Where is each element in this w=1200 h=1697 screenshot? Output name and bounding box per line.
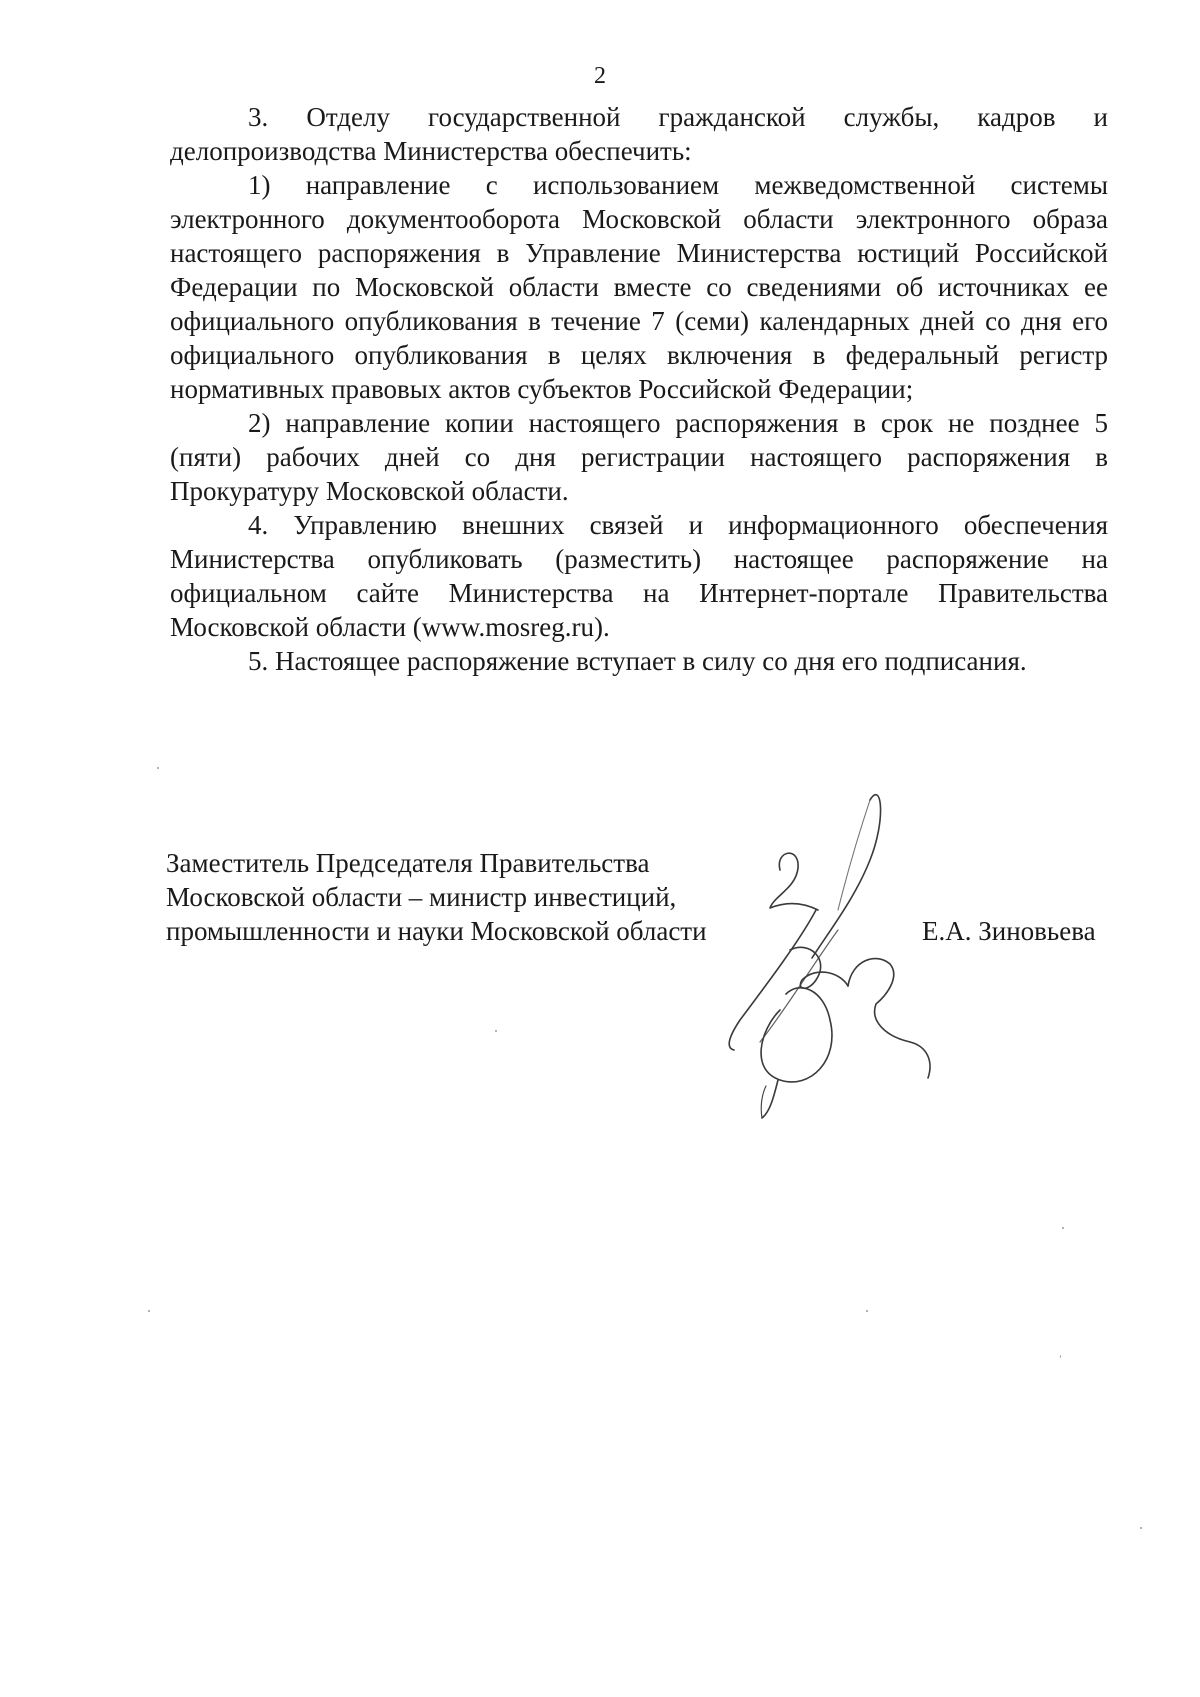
- signatory-position-line: Заместитель Председателя Правительства: [166, 848, 650, 878]
- paragraph-3-2: 2) направление копии настоящего распоряжения в срок не позднее 5 (пяти) рабочих дней со дня регистрации настоящего распоряжения в Прокуратуру Московской области.: [170, 408, 1108, 506]
- paragraph-3: 3. Отделу государственной гражданской службы, кадров и делопроизводства Министерства обеспечить:: [170, 102, 1108, 166]
- signatory-position-line: Московской области – министр инвестиций,: [166, 882, 677, 912]
- scan-speck: [495, 1030, 497, 1032]
- paragraph-4: 4. Управлению внешних связей и информационного обеспечения Министерства опубликовать (разместить) настоящее распоряжение на официальном сайте Министерства на Интернет-портале Правительства Московской области (www.mosreg.ru).: [170, 510, 1108, 642]
- scan-speck: [1140, 1527, 1142, 1529]
- scan-speck: [1060, 1355, 1061, 1358]
- signatory-position-line: промышленности и науки Московской области: [166, 916, 707, 946]
- scan-speck: [148, 1310, 150, 1312]
- scan-speck: [157, 767, 159, 769]
- signatory-name: Е.А. Зиновьева: [922, 916, 1096, 946]
- paragraph-5: 5. Настоящее распоряжение вступает в силу со дня его подписания.: [248, 646, 1027, 676]
- signatory-position: [166, 846, 746, 948]
- handwritten-signature: [720, 780, 970, 1120]
- paragraph-3-1: 1) направление с использованием межведомственной системы электронного документооборота Московской области электронного образа настоящего распоряжения в Управление Министерства юстиций Российской Федерации по Московской области вместе со сведениями об источниках ее официального опубликования в течение 7 (семи) календарных дней со дня его официального опубликования в целях включения в федеральный регистр нормативных правовых актов субъектов Российской Федерации;: [170, 170, 1108, 404]
- scan-speck: [1062, 1227, 1064, 1229]
- scan-speck: [866, 1310, 868, 1312]
- document-body: [170, 100, 1108, 678]
- page-number: 2: [594, 63, 606, 89]
